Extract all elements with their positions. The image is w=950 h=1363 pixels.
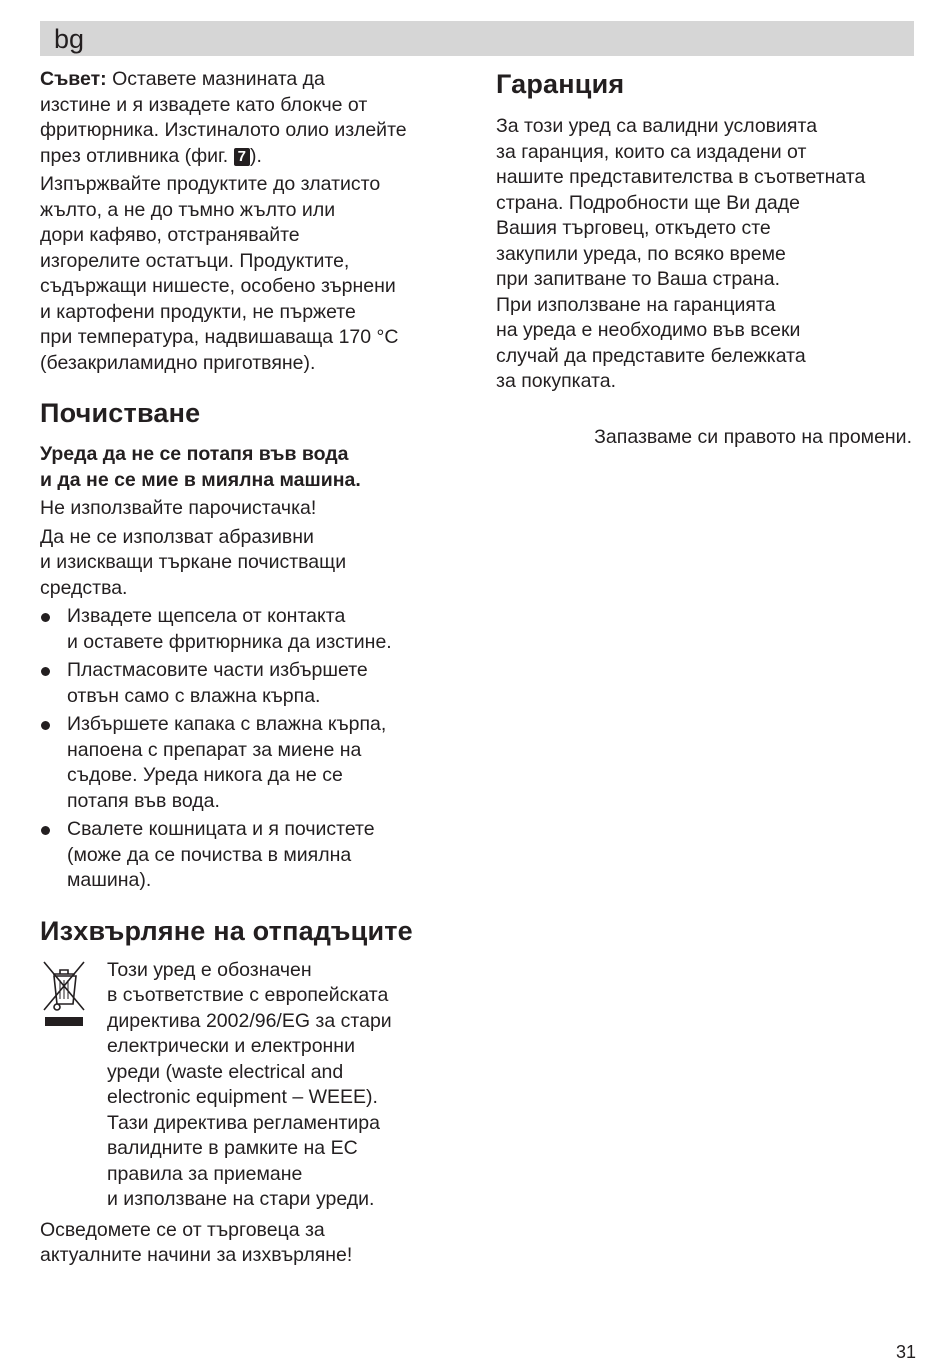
cleaning-warning: Уреда да не се потапя във вода и да не се мие в миялна машина.	[40, 443, 361, 491]
tip-paragraph	[40, 67, 460, 169]
reserve-rights-note: Запазваме си правото на промени.	[594, 425, 912, 448]
tip-end: ).	[249, 144, 262, 167]
warranty-text: За този уред са валидни условията за гаранция, които са издадени от нашите представителства в съответната страна. Подробности ще Ви даде Вашия търговец, откъдето сте закупили уреда, по всяко време при запитване то Ваша страна. При използване на гаранцията на уреда е необходимо във всеки случай да представите бележката за покупката.	[496, 115, 866, 392]
cleaning-heading: Почистване	[40, 398, 201, 428]
list-item-text: Извадете щепсела от контакта и оставете фритюрника да изстине.	[67, 605, 392, 653]
list-item-text: Свалете кошницата и я почистете (може да се почиства в миялна машина).	[67, 818, 375, 891]
language-code: bg	[54, 24, 85, 54]
tip-text: Оставете мазнината да изстине и я извадете като блокче от фритюрника. Изстиналото олио излейте през отливника (фиг.	[40, 68, 407, 167]
page-number: 31	[895, 1342, 916, 1362]
weee-directive-text: Този уред е обозначен в съответствие с европейската директива 2002/96/EG за стари електрически и електронни уреди (waste electrical and electronic equipment – WEEE). Тази директива регламентира валидните в рамките на ЕС правила за приемане и използване на стари уреди.	[107, 958, 392, 1210]
disposal-heading: Изхвърляне на отпадъците	[40, 915, 413, 946]
list-item	[40, 712, 460, 814]
crossed-out-wheelie-bin-icon	[42, 960, 86, 1030]
right-column	[496, 67, 920, 453]
warranty-heading: Гаранция	[496, 69, 625, 99]
language-header-bar	[40, 21, 914, 56]
bullet-icon	[41, 826, 50, 835]
frying-advice-paragraph: Изпържвайте продуктите до златисто жълто, а не до тъмно жълто или дори кафяво, отстранявайте изгорелите остатъци. Продуктите, съдържащи нишесте, особено зърнени и картофени продукти, не пържете при температура, надвишаваща 170 °C (безакриламидно приготвяне).	[40, 173, 399, 374]
bullet-icon	[41, 613, 50, 622]
disposal-dealer-note: Осведомете се от търговеца за актуалните начини за изхвърляне!	[40, 1218, 353, 1266]
weee-block	[40, 958, 460, 1213]
tip-label: Съвет:	[40, 68, 107, 90]
list-item	[40, 817, 460, 894]
no-steam-cleaner-note: Не използвайте парочистачка!	[40, 497, 317, 519]
left-column	[40, 67, 460, 1272]
bullet-icon	[41, 721, 50, 730]
list-item-text: Избършете капака с влажна кърпа, напоена с препарат за миене на съдове. Уреда никога да не се потапя във вода.	[67, 713, 387, 812]
list-item	[40, 604, 460, 655]
list-item	[40, 658, 460, 709]
no-abrasive-note: Да не се използват абразивни и изискващи търкане почистващи средства.	[40, 525, 347, 599]
figure-reference-badge: 7	[234, 148, 250, 166]
bullet-icon	[41, 667, 50, 676]
cleaning-steps-list	[40, 604, 460, 894]
list-item-text: Пластмасовите части избършете отвън само с влажна кърпа.	[67, 659, 368, 707]
